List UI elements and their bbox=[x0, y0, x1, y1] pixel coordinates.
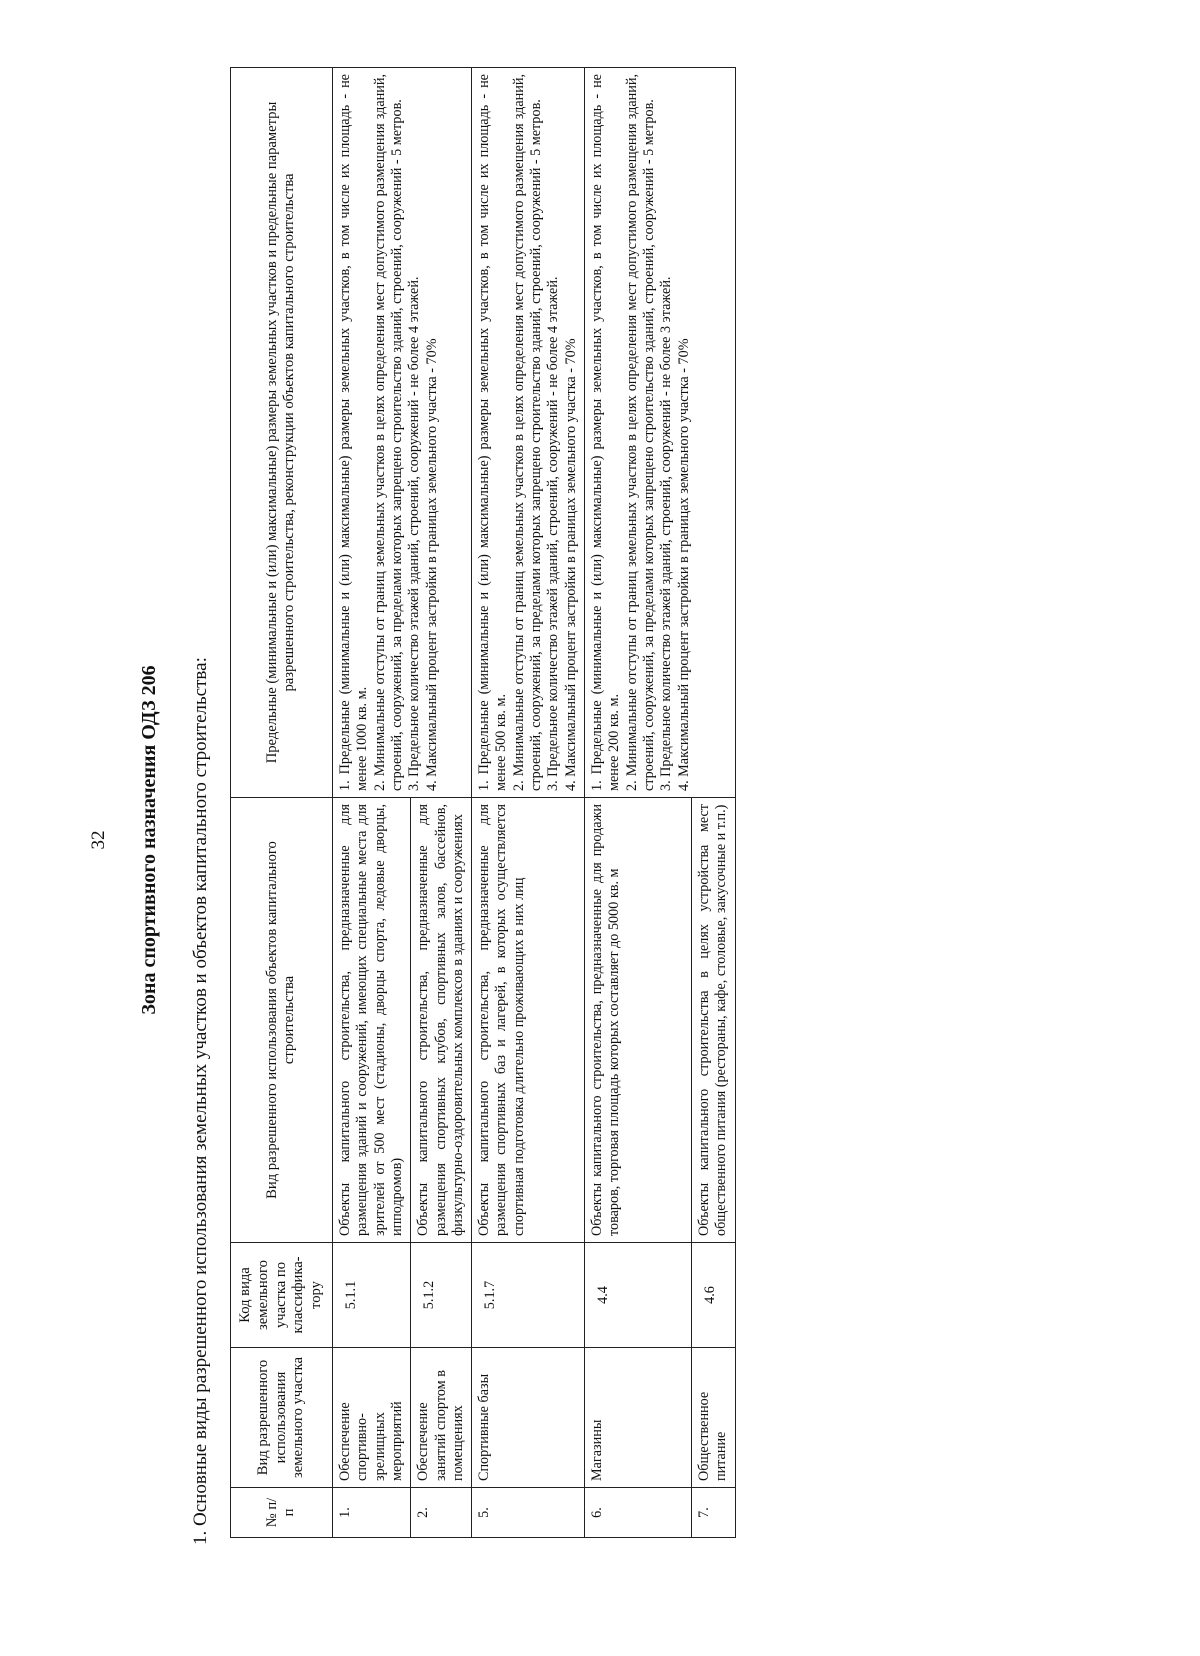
params-line: 4. Максимальный процент застройки в границах земельного участка - 70% bbox=[423, 338, 440, 791]
params-cell bbox=[472, 68, 585, 798]
page-number: 32 bbox=[88, 830, 109, 850]
params-cell bbox=[332, 68, 471, 798]
row-code: 4.6 bbox=[692, 1243, 736, 1348]
header-use: Вид разрешенного использования земельного участка bbox=[231, 1348, 333, 1488]
params-line: 2. Минимальные отступы от границ земельных участков в целях определения мест допустимого размещения зданий, строений, сооружений, за пределами которых запрещено строительство зданий, строений, сооружений - 5 метров. bbox=[371, 74, 405, 791]
row-objects: Объекты капитального строительства, предназначенные для размещения зданий и сооружений, имеющих специальные места для зрителей от 500 мест (стадионы, дворцы спорта, ледовые дворцы, ипподромов) bbox=[332, 798, 410, 1243]
table-row bbox=[472, 68, 585, 1538]
row-code: 5.1.2 bbox=[411, 1243, 472, 1348]
row-objects: Объекты капитального строительства, предназначенные для размещения спортивных баз и лагерей, в которых осуществляется спортивная подготовка длительно проживающих в них лиц bbox=[472, 798, 585, 1243]
zone-title: Зона спортивного назначения ОДЗ 206 bbox=[138, 665, 160, 1015]
params-line: 3. Предельное количество этажей зданий, строений, сооружений - не более 3 этажей. bbox=[658, 276, 675, 791]
row-use: Общественное питание bbox=[692, 1348, 736, 1488]
header-params: Предельные (минимальные и (или) максимальные) размеры земельных участков и предельные параметры разрешенного строительства, реконструкции объектов капитального строительства bbox=[231, 68, 333, 798]
row-num: 1. bbox=[332, 1488, 410, 1538]
params-line: 2. Минимальные отступы от границ земельных участков в целях определения мест допустимого размещения зданий, строений, сооружений, за пределами которых запрещено строительство зданий, строений, сооружений - 5 метров. bbox=[623, 74, 657, 791]
params-line: 1. Предельные (минимальные и (или) максимальные) размеры земельных участков, в том числе их площадь - не менее 500 кв. м. bbox=[476, 74, 510, 791]
row-num: 5. bbox=[472, 1488, 585, 1538]
row-num: 7. bbox=[692, 1488, 736, 1538]
row-num: 6. bbox=[585, 1488, 692, 1538]
permitted-use-table bbox=[230, 67, 736, 1538]
row-use: Обеспечение занятий спортом в помещениях bbox=[411, 1348, 472, 1488]
header-num: № п/п bbox=[231, 1488, 333, 1538]
params-line: 4. Максимальный процент застройки в границах земельного участка - 70% bbox=[675, 338, 692, 791]
row-code: 4.4 bbox=[585, 1243, 692, 1348]
params-line: 1. Предельные (минимальные и (или) максимальные) размеры земельных участков, в том числе их площадь - не менее 200 кв. м. bbox=[589, 74, 623, 791]
row-objects: Объекты капитального строительства, предназначенные для размещения спортивных клубов, спортивных залов, бассейнов, физкультурно-оздоровительных комплексов в зданиях и сооружениях bbox=[411, 798, 472, 1243]
row-objects: Объекты капитального строительства, предназначенные для продажи товаров, торговая площадь которых составляет до 5000 кв. м bbox=[585, 798, 692, 1243]
params-line: 3. Предельное количество этажей зданий, строений, сооружений - не более 4 этажей. bbox=[406, 276, 423, 791]
params-line: 4. Максимальный процент застройки в границах земельного участка - 70% bbox=[562, 338, 579, 791]
header-objects: Вид разрешенного использования объектов капитального строительства bbox=[231, 798, 333, 1243]
table-row bbox=[332, 68, 410, 1538]
table-row bbox=[585, 68, 692, 1538]
params-line: 3. Предельное количество этажей зданий, строений, сооружений - не более 4 этажей. bbox=[545, 276, 562, 791]
header-code: Код вида земельного участка по классифика-тору bbox=[231, 1243, 333, 1348]
row-use: Спортивные базы bbox=[472, 1348, 585, 1488]
table-header-row bbox=[231, 68, 333, 1538]
row-num: 2. bbox=[411, 1488, 472, 1538]
params-line: 1. Предельные (минимальные и (или) максимальные) размеры земельных участков, в том числе их площадь - не менее 1000 кв. м. bbox=[336, 74, 371, 791]
row-use: Обеспечение спортивно-зрелищных мероприятий bbox=[332, 1348, 410, 1488]
params-line: 2. Минимальные отступы от границ земельных участков в целях определения мест допустимого размещения зданий, строений, сооружений, за пределами которых запрещено строительство зданий, строений, сооружений - 5 метров. bbox=[510, 74, 545, 791]
params-cell bbox=[585, 68, 736, 798]
document-page bbox=[10, 40, 1190, 1640]
row-objects: Объекты капитального строительства в целях устройства мест общественного питания (рестораны, кафе, столовые, закусочные и т.п.) bbox=[692, 798, 736, 1243]
row-code: 5.1.7 bbox=[472, 1243, 585, 1348]
row-use: Магазины bbox=[585, 1348, 692, 1488]
row-code: 5.1.1 bbox=[332, 1243, 410, 1348]
section-title: 1. Основные виды разрешенного использования земельных участков и объектов капитального строительства: bbox=[190, 657, 211, 1545]
